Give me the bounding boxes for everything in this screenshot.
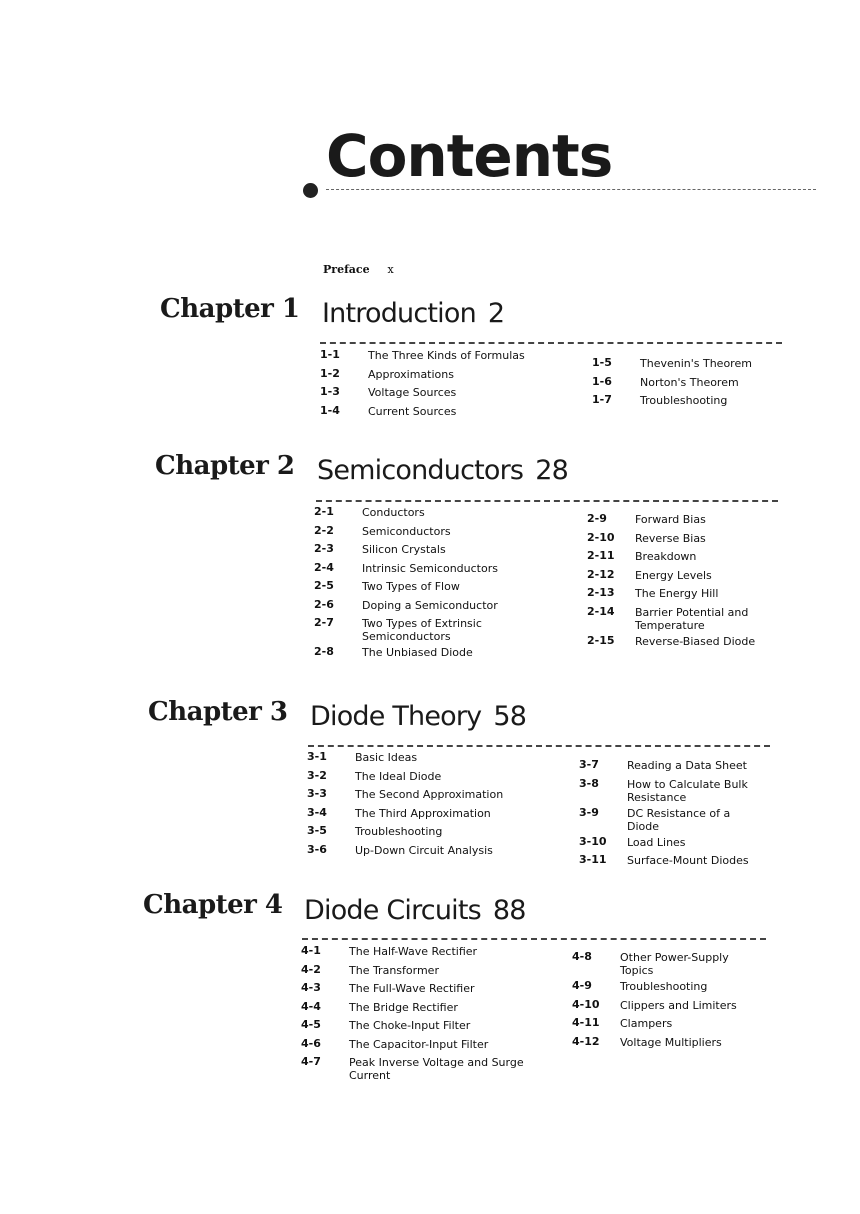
- section-title: Thevenin's Theorem: [640, 357, 752, 370]
- section-number: 2-7: [314, 616, 334, 629]
- section-number: 3-5: [307, 824, 327, 837]
- toc-item[interactable]: [301, 998, 531, 1017]
- toc-item[interactable]: [301, 1035, 531, 1054]
- section-title: The Unbiased Diode: [362, 646, 473, 659]
- chapter-page: 88: [492, 895, 526, 926]
- toc-item[interactable]: [572, 1014, 747, 1033]
- preface-entry[interactable]: [323, 263, 394, 276]
- section-title: Clippers and Limiters: [620, 998, 737, 1012]
- chapter-page: 2: [487, 298, 505, 329]
- section-title: How to Calculate Bulk Resistance: [627, 777, 748, 804]
- section-number: 2-13: [587, 586, 615, 599]
- section-number: 1-6: [592, 374, 612, 388]
- toc-item[interactable]: [307, 748, 537, 767]
- section-title: Forward Bias: [635, 513, 706, 526]
- section-title: DC Resistance of a Diode: [627, 806, 731, 833]
- toc-item[interactable]: [320, 346, 550, 365]
- chapter-title-entry[interactable]: [322, 298, 504, 329]
- section-number: 4-9: [572, 979, 592, 992]
- section-number: 2-4: [314, 560, 334, 574]
- section-title: Semiconductors: [362, 524, 451, 538]
- section-number: 2-1: [314, 505, 334, 518]
- section-number: 1-4: [320, 403, 340, 417]
- chapter-page: 58: [493, 701, 527, 732]
- section-title: The Ideal Diode: [355, 769, 442, 783]
- toc-item[interactable]: [587, 529, 762, 548]
- section-number: 3-1: [307, 750, 327, 763]
- chapter-title: Diode Circuits: [304, 895, 481, 926]
- section-number: 4-5: [301, 1018, 321, 1031]
- section-title: Voltage Sources: [368, 386, 457, 399]
- section-number: 3-9: [579, 805, 599, 819]
- section-number: 3-4: [307, 805, 327, 819]
- section-number: 4-11: [572, 1016, 600, 1029]
- chapter-divider: [316, 500, 778, 502]
- toc-item[interactable]: [301, 1053, 531, 1082]
- section-number: 4-12: [572, 1034, 600, 1048]
- section-title: Surface-Mount Diodes: [627, 854, 749, 867]
- toc-item[interactable]: [314, 540, 544, 559]
- toc-item[interactable]: [307, 804, 537, 823]
- section-number: 2-14: [587, 604, 615, 618]
- page-title: Contents: [326, 122, 613, 190]
- toc-item[interactable]: [587, 566, 762, 585]
- section-title: Barrier Potential and Temperature: [635, 605, 749, 632]
- toc-item[interactable]: [320, 383, 550, 402]
- section-column-left: [314, 503, 544, 662]
- toc-item[interactable]: [587, 547, 762, 566]
- section-title: Conductors: [362, 506, 425, 519]
- toc-item[interactable]: [579, 804, 754, 833]
- section-number: 3-6: [307, 842, 327, 856]
- chapter-title: Introduction: [322, 298, 476, 329]
- section-column-right: [592, 354, 767, 410]
- toc-item[interactable]: [301, 942, 531, 961]
- preface-label: Preface: [323, 263, 370, 276]
- section-number: 2-9: [587, 512, 607, 525]
- toc-item[interactable]: [592, 391, 767, 410]
- toc-item[interactable]: [572, 948, 747, 977]
- section-title: Reverse-Biased Diode: [635, 634, 756, 648]
- toc-item[interactable]: [587, 603, 762, 632]
- section-number: 2-15: [587, 633, 615, 647]
- section-number: 2-11: [587, 549, 615, 562]
- section-title: Troubleshooting: [640, 394, 728, 407]
- toc-item[interactable]: [307, 767, 537, 786]
- chapter-label: Chapter 4: [143, 890, 283, 920]
- section-number: 2-2: [314, 523, 334, 537]
- section-title: Basic Ideas: [355, 751, 418, 764]
- section-title: Load Lines: [627, 835, 686, 849]
- section-column-left: [320, 346, 550, 420]
- section-number: 3-10: [579, 834, 607, 848]
- section-title: Doping a Semiconductor: [362, 598, 498, 612]
- toc-item[interactable]: [587, 510, 762, 529]
- section-title: Two Types of Flow: [362, 580, 460, 593]
- toc-item[interactable]: [314, 522, 544, 541]
- toc-item[interactable]: [579, 833, 754, 852]
- section-number: 2-6: [314, 597, 334, 611]
- section-number: 2-8: [314, 645, 334, 658]
- chapter-title-entry[interactable]: [304, 895, 526, 926]
- section-number: 1-1: [320, 348, 340, 361]
- toc-item[interactable]: [587, 584, 762, 603]
- chapter-title: Diode Theory: [310, 701, 482, 732]
- section-title: Reverse Bias: [635, 531, 706, 545]
- section-column-right: [572, 948, 747, 1051]
- section-title: Troubleshooting: [620, 980, 708, 993]
- section-title: Breakdown: [635, 550, 697, 563]
- toc-item[interactable]: [579, 756, 754, 775]
- chapter-divider: [302, 938, 766, 940]
- section-title: Current Sources: [368, 404, 457, 418]
- section-title: Intrinsic Semiconductors: [362, 561, 498, 575]
- toc-item[interactable]: [301, 979, 531, 998]
- section-title: The Choke-Input Filter: [349, 1019, 471, 1032]
- section-number: 3-3: [307, 787, 327, 800]
- section-title: The Capacitor-Input Filter: [349, 1037, 489, 1051]
- section-title: Norton's Theorem: [640, 375, 739, 389]
- section-title: Clampers: [620, 1017, 673, 1030]
- section-number: 4-6: [301, 1036, 321, 1050]
- section-title: Voltage Multipliers: [620, 1035, 722, 1049]
- section-title: The Second Approximation: [355, 788, 504, 801]
- preface-page: x: [387, 263, 394, 276]
- chapter-divider: [320, 342, 782, 344]
- section-title: The Half-Wave Rectifier: [349, 945, 478, 958]
- chapter-title-entry[interactable]: [310, 701, 526, 732]
- toc-item[interactable]: [572, 996, 747, 1015]
- toc-item[interactable]: [320, 402, 550, 421]
- section-number: 4-2: [301, 962, 321, 976]
- section-number: 3-8: [579, 776, 599, 790]
- section-number: 3-2: [307, 768, 327, 782]
- chapter-label: Chapter 2: [155, 451, 295, 481]
- section-column-right: [587, 510, 762, 650]
- toc-item[interactable]: [314, 559, 544, 578]
- section-title: The Transformer: [349, 963, 439, 977]
- toc-item[interactable]: [307, 822, 537, 841]
- section-number: 3-11: [579, 853, 607, 866]
- toc-item[interactable]: [320, 365, 550, 384]
- section-number: 1-5: [592, 356, 612, 369]
- toc-item[interactable]: [307, 841, 537, 860]
- toc-item[interactable]: [579, 851, 754, 870]
- toc-item[interactable]: [301, 1016, 531, 1035]
- section-column-left: [301, 942, 531, 1082]
- chapter-title-entry[interactable]: [317, 455, 568, 486]
- section-number: 3-7: [579, 758, 599, 771]
- toc-item[interactable]: [301, 961, 531, 980]
- toc-item[interactable]: [314, 596, 544, 615]
- section-title: Up-Down Circuit Analysis: [355, 843, 493, 857]
- section-number: 1-2: [320, 366, 340, 380]
- toc-item[interactable]: [314, 643, 544, 662]
- title-divider: [326, 189, 816, 190]
- section-number: 2-3: [314, 542, 334, 555]
- section-title: The Full-Wave Rectifier: [349, 982, 475, 995]
- section-number: 4-3: [301, 981, 321, 994]
- section-title: The Bridge Rectifier: [349, 1000, 458, 1014]
- toc-item[interactable]: [572, 1033, 747, 1052]
- section-title: Energy Levels: [635, 568, 712, 582]
- section-title: Silicon Crystals: [362, 543, 446, 556]
- toc-item[interactable]: [579, 775, 754, 804]
- chapter-title: Semiconductors: [317, 455, 524, 486]
- section-title: Approximations: [368, 367, 454, 381]
- section-number: 4-4: [301, 999, 321, 1013]
- section-number: 4-8: [572, 950, 592, 963]
- section-number: 4-10: [572, 997, 600, 1011]
- section-number: 2-10: [587, 530, 615, 544]
- section-number: 4-1: [301, 944, 321, 957]
- section-title: Two Types of Extrinsic Semiconductors: [362, 617, 482, 643]
- section-column-left: [307, 748, 537, 859]
- toc-item[interactable]: [307, 785, 537, 804]
- section-title: The Energy Hill: [635, 587, 719, 600]
- section-title: The Three Kinds of Formulas: [368, 349, 525, 362]
- section-title: Other Power-Supply Topics: [620, 951, 729, 977]
- chapter-label: Chapter 3: [148, 697, 288, 727]
- toc-item[interactable]: [592, 354, 767, 373]
- title-bullet-icon: [303, 183, 318, 198]
- section-title: Reading a Data Sheet: [627, 759, 747, 772]
- section-number: 1-7: [592, 393, 612, 406]
- toc-item[interactable]: [592, 373, 767, 392]
- chapter-page: 28: [535, 455, 568, 486]
- chapter-divider: [308, 745, 770, 747]
- section-number: 2-12: [587, 567, 615, 581]
- section-title: The Third Approximation: [355, 806, 491, 820]
- toc-item[interactable]: [314, 503, 544, 522]
- toc-item[interactable]: [314, 614, 544, 643]
- section-number: 4-7: [301, 1055, 321, 1068]
- section-column-right: [579, 756, 754, 870]
- section-number: 2-5: [314, 579, 334, 592]
- toc-item[interactable]: [572, 977, 747, 996]
- section-number: 1-3: [320, 385, 340, 398]
- toc-item[interactable]: [314, 577, 544, 596]
- section-title: Peak Inverse Voltage and Surge Current: [349, 1056, 524, 1082]
- section-title: Troubleshooting: [355, 825, 443, 838]
- toc-item[interactable]: [587, 632, 762, 651]
- chapter-label: Chapter 1: [160, 294, 300, 324]
